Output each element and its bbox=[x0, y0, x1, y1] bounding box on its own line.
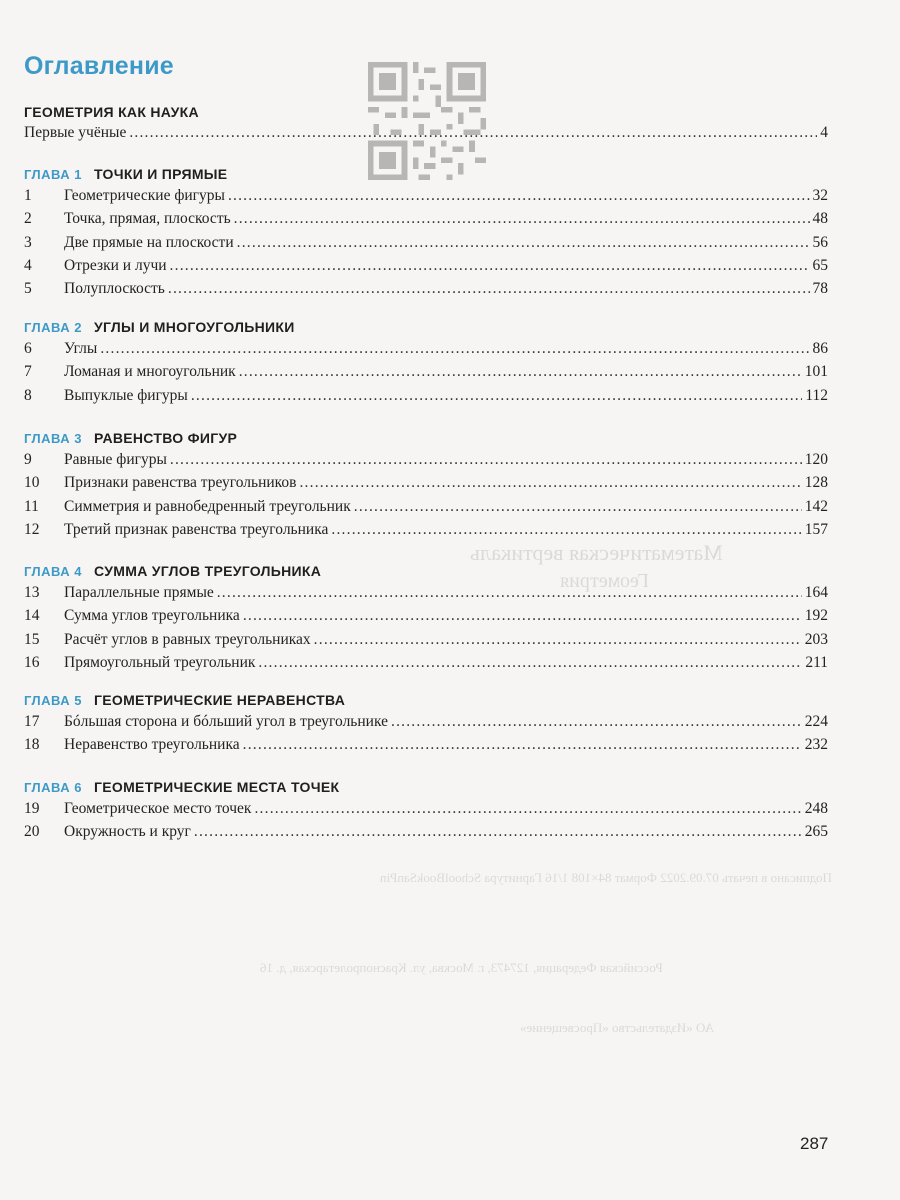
leader-dots bbox=[217, 584, 802, 602]
leader-dots bbox=[191, 387, 802, 405]
toc-entry-number: 11 bbox=[24, 497, 39, 515]
leader-dots bbox=[299, 474, 801, 492]
toc-entry-page: 120 bbox=[804, 451, 828, 468]
toc-entry-title: Бóльшая сторона и бóльший угол в треугольнике bbox=[64, 713, 388, 730]
leader-dots bbox=[314, 631, 802, 649]
toc-entry[interactable] bbox=[24, 280, 828, 300]
toc-entry[interactable] bbox=[24, 823, 828, 843]
toc-entry-number: 18 bbox=[24, 736, 40, 754]
toc-entry-number: 7 bbox=[24, 363, 32, 381]
chapter-title: ГЕОМЕТРИЧЕСКИЕ МЕСТА ТОЧЕК bbox=[94, 779, 340, 795]
toc-entry-title: Окружность и круг bbox=[64, 823, 191, 841]
toc-entry-title: Ломаная и многоугольник bbox=[64, 363, 236, 381]
toc-entry-number: 14 bbox=[24, 607, 40, 625]
toc-entry-number: 16 bbox=[24, 653, 40, 671]
chapter-heading bbox=[24, 319, 295, 335]
toc-entry-title: Геометрическое место точек bbox=[64, 800, 252, 817]
leader-dots bbox=[239, 363, 802, 381]
leader-dots bbox=[237, 234, 810, 252]
intro-title: ГЕОМЕТРИЯ КАК НАУКА bbox=[24, 104, 199, 120]
leader-dots bbox=[354, 498, 802, 516]
toc-entry[interactable] bbox=[24, 340, 828, 360]
toc-entry-number: 12 bbox=[24, 520, 40, 538]
toc-entry-title: Третий признак равенства треугольника bbox=[64, 520, 329, 538]
toc-entry-page: 86 bbox=[812, 340, 828, 357]
toc-entry[interactable] bbox=[24, 451, 828, 471]
leader-dots bbox=[228, 187, 810, 205]
chapter-label: ГЛАВА 5 bbox=[24, 693, 83, 708]
toc-entry-number: 6 bbox=[24, 340, 32, 357]
intro-heading bbox=[24, 104, 199, 120]
toc-entry[interactable] bbox=[24, 257, 828, 277]
toc-entry-number: 19 bbox=[24, 800, 40, 817]
toc-entry-page: 48 bbox=[812, 210, 828, 228]
toc-entry-page: 56 bbox=[812, 233, 828, 251]
toc-entry-number: 20 bbox=[24, 823, 40, 841]
toc-entry-page: 112 bbox=[805, 386, 828, 404]
toc-entry[interactable] bbox=[24, 607, 828, 627]
bleed-through-text: АО «Издательство «Просвещение» bbox=[520, 1020, 715, 1035]
toc-entry-title: Точка, прямая, плоскость bbox=[64, 210, 231, 228]
toc-entry-number: 5 bbox=[24, 280, 32, 298]
toc-entry-title: Параллельные прямые bbox=[64, 584, 214, 601]
toc-entry-page: 232 bbox=[804, 736, 828, 754]
bleed-through-text: Математическая вертикаль bbox=[470, 540, 723, 565]
toc-entry[interactable] bbox=[24, 187, 828, 207]
toc-entry[interactable] bbox=[24, 654, 828, 674]
leader-dots bbox=[168, 280, 810, 298]
chapter-title: РАВЕНСТВО ФИГУР bbox=[94, 430, 238, 446]
chapter-label: ГЛАВА 6 bbox=[24, 780, 83, 795]
toc-entry-number: 9 bbox=[24, 451, 32, 468]
toc-entry-page: 224 bbox=[804, 713, 828, 730]
chapter-heading bbox=[24, 692, 345, 708]
chapter-heading bbox=[24, 430, 237, 446]
leader-dots bbox=[100, 340, 809, 358]
toc-entry-title: Две прямые на плоскости bbox=[64, 233, 234, 251]
chapter-label: ГЛАВА 2 bbox=[24, 320, 83, 335]
toc-entry-number: 13 bbox=[24, 584, 40, 601]
toc-entry-number: 15 bbox=[24, 630, 40, 648]
leader-dots bbox=[170, 257, 810, 275]
bleed-through-text: Российская Федерация, 127473, г. Москва, ул. Краснопролетарская, д. 16 bbox=[260, 960, 663, 975]
toc-entry-number: 10 bbox=[24, 474, 40, 492]
toc-entry-title: Симметрия и равнобедренный треугольник bbox=[64, 497, 351, 515]
toc-entry-page: 78 bbox=[812, 280, 828, 298]
toc-entry-page: 157 bbox=[804, 520, 828, 538]
bleed-through-text: Подписано в печать 07.09.2022 Формат 84×108 1/16 Гарнитура SchoolBookSanPin bbox=[380, 870, 832, 885]
toc-entry-number: 4 bbox=[24, 256, 32, 274]
leader-dots bbox=[254, 800, 801, 818]
leader-dots bbox=[331, 521, 801, 539]
leader-dots bbox=[194, 823, 802, 841]
toc-entry-title: Полуплоскость bbox=[64, 280, 165, 298]
toc-entry[interactable] bbox=[24, 210, 828, 230]
toc-entry-number: 1 bbox=[24, 187, 32, 204]
toc-entry-page: 192 bbox=[804, 607, 828, 625]
toc-entry-number: 8 bbox=[24, 386, 32, 404]
toc-entry-page: 101 bbox=[804, 363, 828, 381]
toc-entry[interactable] bbox=[24, 387, 828, 407]
toc-entry[interactable] bbox=[24, 498, 828, 518]
page-title: Оглавление bbox=[24, 52, 174, 80]
chapter-label: ГЛАВА 3 bbox=[24, 431, 83, 446]
toc-entry[interactable] bbox=[24, 474, 828, 494]
toc-entry-title: Первые учёные bbox=[24, 124, 127, 141]
toc-entry-title: Углы bbox=[64, 340, 98, 357]
page-number: 287 bbox=[800, 1134, 829, 1153]
leader-dots bbox=[129, 124, 817, 142]
toc-entry-page: 4 bbox=[820, 124, 828, 141]
toc-entry-page: 164 bbox=[804, 584, 828, 601]
toc-entry[interactable] bbox=[24, 736, 828, 756]
toc-entry[interactable] bbox=[24, 124, 828, 144]
leader-dots bbox=[243, 736, 802, 754]
chapter-title: ГЕОМЕТРИЧЕСКИЕ НЕРАВЕНСТВА bbox=[94, 692, 346, 708]
toc-entry-page: 142 bbox=[804, 497, 828, 515]
toc-entry-number: 3 bbox=[24, 233, 32, 251]
toc-entry-page: 32 bbox=[812, 187, 828, 204]
chapter-heading bbox=[24, 563, 321, 579]
leader-dots bbox=[170, 451, 802, 469]
toc-entry-page: 248 bbox=[804, 800, 828, 817]
toc-entry[interactable] bbox=[24, 234, 828, 254]
toc-entry-title: Неравенство треугольника bbox=[64, 736, 240, 754]
toc-entry-title: Выпуклые фигуры bbox=[64, 386, 188, 404]
bleed-through-text: Геометрия bbox=[560, 570, 649, 592]
toc-entry-title: Сумма углов треугольника bbox=[64, 607, 240, 625]
leader-dots bbox=[391, 713, 802, 731]
toc-entry-page: 265 bbox=[804, 823, 828, 841]
toc-entry[interactable] bbox=[24, 713, 828, 733]
chapter-heading bbox=[24, 166, 227, 182]
qr-code-icon bbox=[368, 62, 486, 180]
chapter-label: ГЛАВА 1 bbox=[24, 167, 83, 182]
toc-entry-page: 128 bbox=[804, 474, 828, 492]
toc-entry-title: Прямоугольный треугольник bbox=[64, 653, 256, 671]
toc-entry-page: 65 bbox=[812, 256, 828, 274]
leader-dots bbox=[258, 654, 802, 672]
chapter-title: УГЛЫ И МНОГОУГОЛЬНИКИ bbox=[94, 319, 295, 335]
toc-entry-title: Расчёт углов в равных треугольниках bbox=[64, 630, 311, 648]
toc-entry[interactable] bbox=[24, 800, 828, 820]
toc-entry[interactable] bbox=[24, 363, 828, 383]
toc-entry-title: Признаки равенства треугольников bbox=[64, 474, 297, 492]
chapter-title: ТОЧКИ И ПРЯМЫЕ bbox=[94, 166, 228, 182]
toc-entry[interactable] bbox=[24, 631, 828, 651]
toc-entry-page: 203 bbox=[804, 630, 828, 648]
toc-entry-page: 211 bbox=[805, 653, 828, 671]
toc-entry-number: 2 bbox=[24, 210, 32, 228]
toc-entry[interactable] bbox=[24, 584, 828, 604]
chapter-heading bbox=[24, 779, 339, 795]
chapter-title: СУММА УГЛОВ ТРЕУГОЛЬНИКА bbox=[94, 563, 322, 579]
toc-entry-title: Равные фигуры bbox=[64, 451, 167, 468]
toc-entry-title: Отрезки и лучи bbox=[64, 256, 167, 274]
toc-entry-title: Геометрические фигуры bbox=[64, 187, 225, 204]
leader-dots bbox=[234, 210, 810, 228]
chapter-label: ГЛАВА 4 bbox=[24, 564, 83, 579]
toc-entry-number: 17 bbox=[24, 713, 40, 730]
toc-entry[interactable] bbox=[24, 521, 828, 541]
leader-dots bbox=[243, 607, 802, 625]
